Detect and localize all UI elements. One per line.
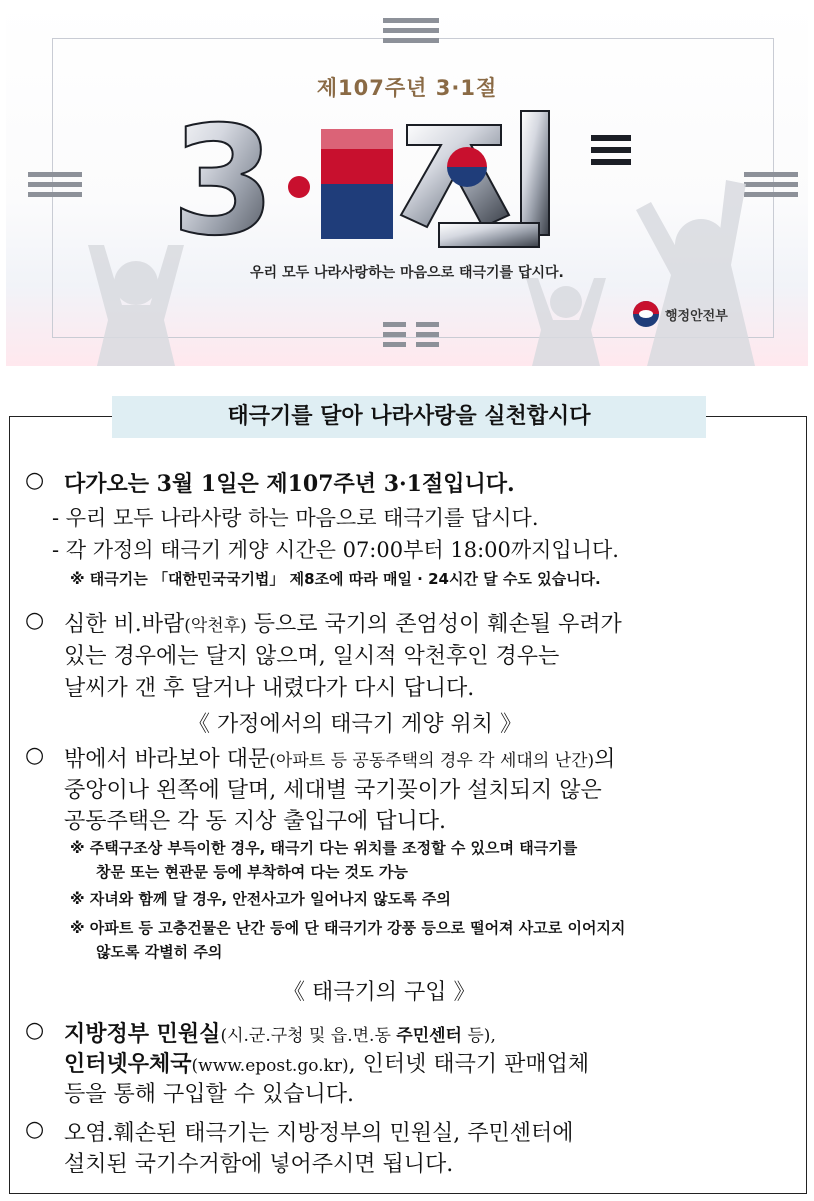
- bullet-circle-icon: ○: [25, 468, 45, 493]
- p4-l2a: 인터넷우체국: [64, 1051, 192, 1077]
- trigram-bottom-icon: [383, 322, 439, 347]
- ministry-name: 행정안전부: [665, 308, 728, 324]
- p4-l1b: (시.군.구청 및 읍.면.동: [220, 1026, 397, 1046]
- trigram-left-icon: [28, 172, 82, 197]
- p4-l1a: 지방정부 민원실: [64, 1021, 221, 1047]
- ministry-logo-icon: [633, 301, 659, 327]
- svg-text:3: 3: [171, 105, 276, 253]
- p3-note3b: 않도록 각별히 주의: [96, 943, 223, 961]
- p1-line: [64, 467, 515, 498]
- bullet-circle-icon: ○: [25, 743, 45, 768]
- notice-heading: 태극기를 달아 나라사랑을 실천합시다: [112, 396, 706, 438]
- p5-line1: 오염.훼손된 태극기는 지방정부의 민원실, 주민센터에: [64, 1121, 574, 1146]
- p2-line3: 날씨가 갠 후 달거나 내렸다가 다시 답니다.: [64, 676, 475, 701]
- p3-l1b: (아파트 등 공동주택의 경우 각 세대의 난간): [269, 751, 595, 771]
- p4-l1d: 등),: [461, 1026, 496, 1046]
- p3-note1b: 창문 또는 현관문 등에 부착하여 다는 것도 가능: [96, 863, 408, 881]
- p4-line2: [64, 1047, 589, 1078]
- cheering-person-center-icon: [511, 270, 621, 366]
- banner: [6, 0, 808, 366]
- p4-l1c: 주민센터: [396, 1026, 462, 1046]
- p2-l1a: 심한 비.바람: [64, 612, 185, 637]
- p1-sub1: - 우리 모두 나라사랑 하는 마음으로 태극기를 답시다.: [52, 506, 539, 530]
- trigram-top-icon: [383, 18, 439, 43]
- section-title-position: 《 가정에서의 태극기 게양 위치 》: [188, 712, 522, 737]
- big-31-title: [171, 105, 641, 253]
- p5-line2: 설치된 국기수거함에 넣어주시면 됩니다.: [64, 1152, 454, 1177]
- banner-title: 제107주년 3·1절: [316, 76, 498, 100]
- p3-l1a: 밖에서 바라보아 대문: [64, 747, 270, 772]
- p3-note1a: ※ 주택구조상 부득이한 경우, 태극기 다는 위치를 조정할 수 있으며 태극기를: [70, 839, 578, 857]
- p2-line1: [64, 607, 622, 638]
- p3-line2: 중앙이나 왼쪽에 달며, 세대별 국기꽂이가 설치되지 않은: [64, 778, 602, 803]
- p4-line1: [64, 1017, 496, 1048]
- p3-note3a: ※ 아파트 등 고층건물은 난간 등에 단 태극기가 강풍 등으로 떨어져 사고로 이어지지: [70, 919, 626, 937]
- section-title-purchase: 《 태극기의 구입 》: [283, 980, 476, 1005]
- p4-l2b: (www.epost.go.kr): [191, 1056, 349, 1076]
- p4-line3: 등을 통해 구입할 수 있습니다.: [64, 1082, 354, 1107]
- p3-line1: [64, 742, 615, 773]
- p4-l2c: , 인터넷 태극기 판매업체: [348, 1052, 590, 1077]
- p3-note2: ※ 자녀와 함께 달 경우, 안전사고가 일어나지 않도록 주의: [70, 890, 451, 908]
- p1-line-text: 다가오는 3월 1일은 제107주년 3·1절입니다.: [64, 471, 515, 497]
- p2-line2: 있는 경우에는 달지 않으며, 일시적 악천후인 경우는: [64, 644, 560, 669]
- p2-l1c: 등으로 국기의 존엄성이 훼손될 우려가: [246, 612, 622, 637]
- p2-l1b: (악천후): [184, 616, 247, 636]
- p3-l1c: 의: [594, 747, 616, 772]
- bullet-circle-icon: ○: [25, 1117, 45, 1142]
- p1-note: ※ 태극기는 「대한민국국기법」 제8조에 따라 매일 · 24시간 달 수도 있습니다.: [70, 570, 601, 588]
- p3-line3: 공동주택은 각 동 지상 출입구에 답니다.: [64, 809, 446, 834]
- bullet-circle-icon: ○: [25, 1018, 45, 1043]
- p1-sub2: - 각 가정의 태극기 게양 시간은 07:00부터 18:00까지입니다.: [52, 538, 619, 562]
- bullet-circle-icon: ○: [25, 608, 45, 633]
- banner-slogan: 우리 모두 나라사랑하는 마음으로 태극기를 답시다.: [250, 265, 564, 281]
- ministry-badge: [633, 301, 728, 327]
